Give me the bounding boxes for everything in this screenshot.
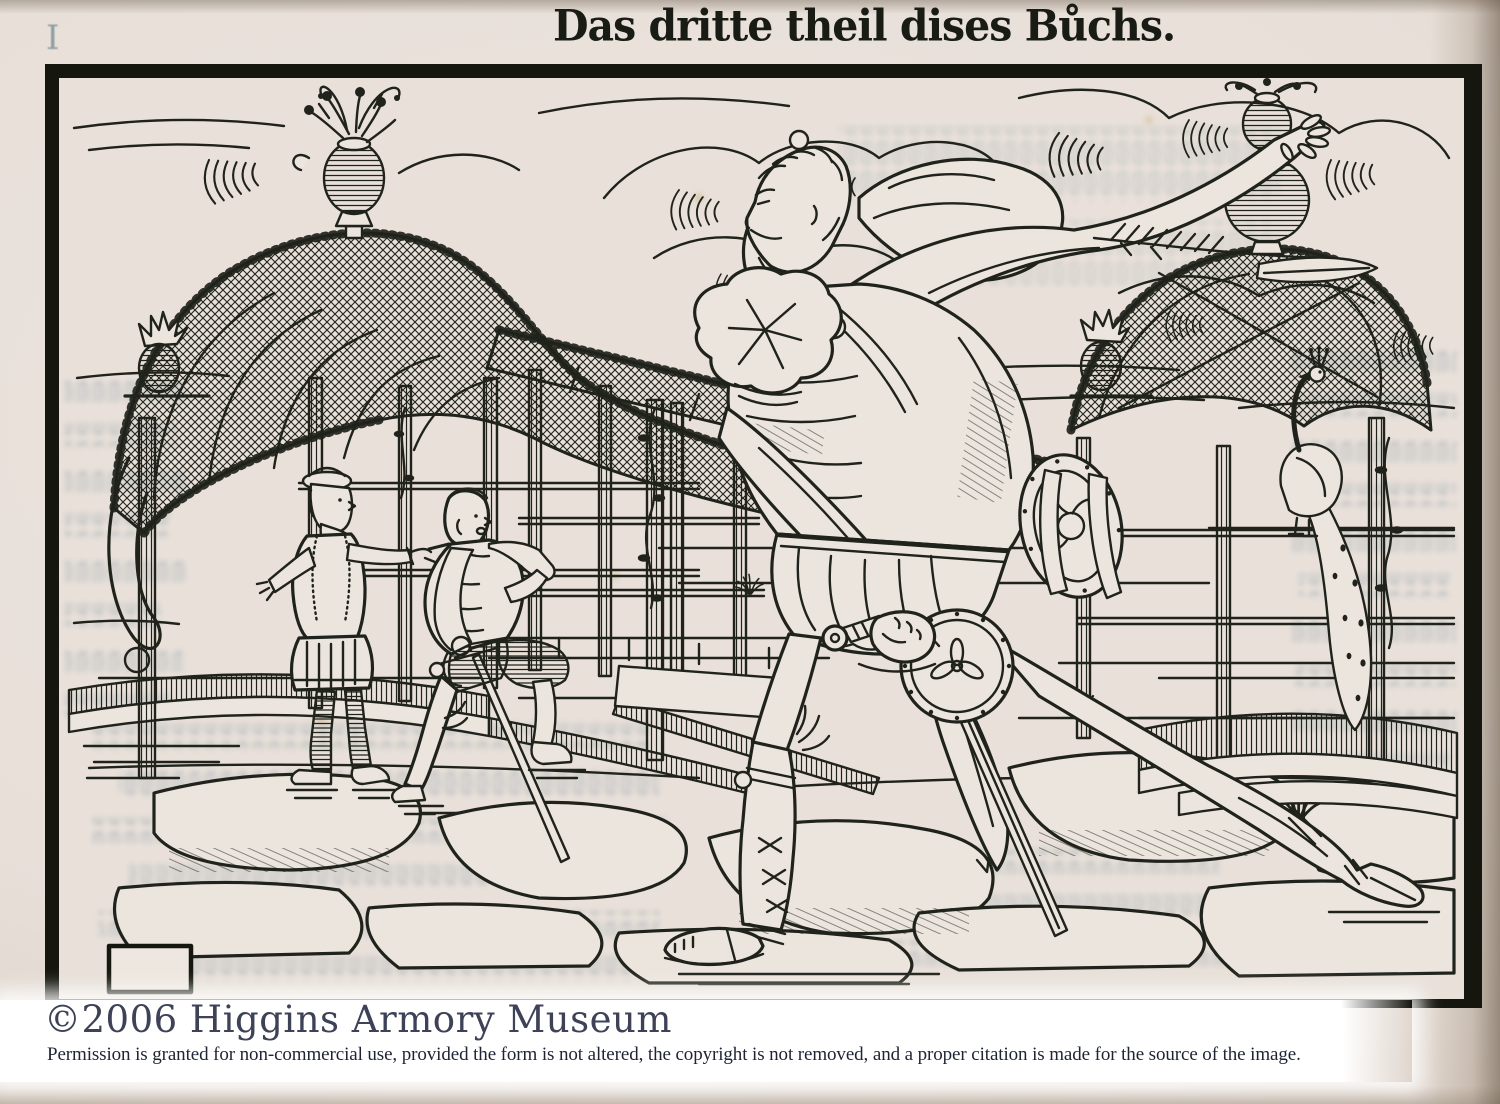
woodcut-frame (45, 64, 1482, 1008)
woodcut-illustration (59, 78, 1464, 999)
student-head (445, 491, 489, 546)
permission-text: Permission is granted for non-commercial use, provided the form is not altered, the copyright is not removed, and a proper citation is made for the source of the image. (47, 1044, 1301, 1065)
page-title: Das dritte theil dises Bůchs. (553, 0, 1176, 52)
copyright-text: ©2006 Higgins Armory Museum (44, 998, 672, 1041)
watermark-band (0, 1000, 1412, 1082)
signature-mark: I (46, 18, 60, 58)
fist (871, 612, 935, 662)
empty-cartouche (109, 946, 191, 992)
flower-vase-left (293, 87, 400, 238)
